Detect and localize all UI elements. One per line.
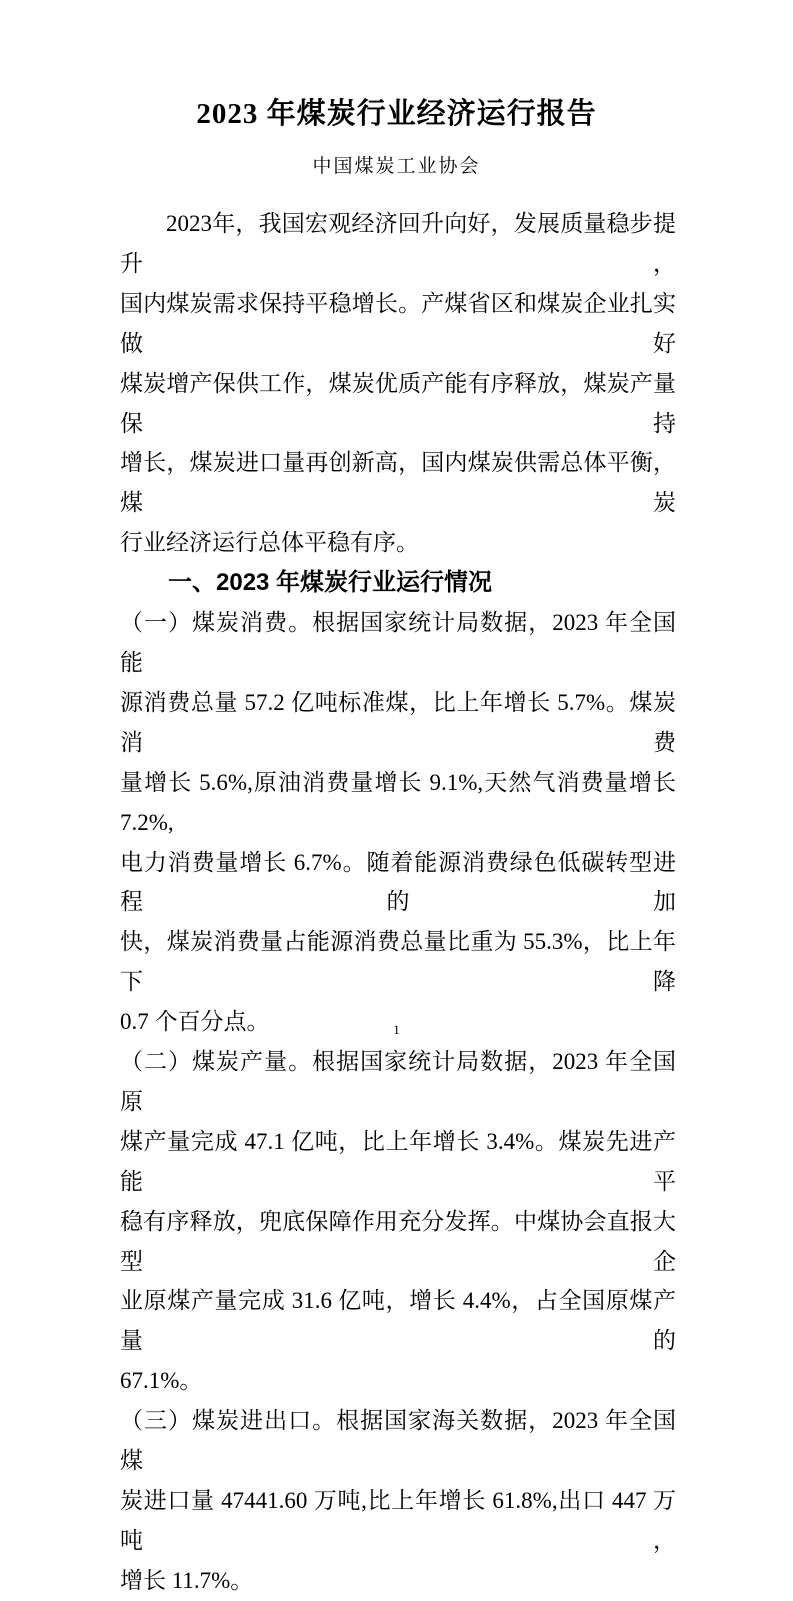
paragraph-line: 源消费总量 57.2 亿吨标准煤，比上年增长 5.7%。煤炭消费 [120,689,676,755]
paragraph-line: 67.1%。 [120,1368,203,1394]
paragraph-line: 快，煤炭消费量占能源消费总量比重为 55.3%，比上年下降 [120,929,676,995]
paragraph-line: 业原煤产量完成 31.6 亿吨，增长 4.4%，占全国原煤产量的 [120,1288,676,1354]
para-coal-consumption [120,603,676,1042]
para-coal-production [120,1042,676,1401]
page-number: 1 [393,1022,400,1037]
paragraph-line: 0.7 个百分点。 [120,1009,270,1035]
paragraph-line: （一）煤炭消费。根据国家统计局数据，2023 年全国能 [120,610,676,675]
paragraph-line: 煤炭增产保供工作，煤炭优质产能有序释放，煤炭产量保持 [120,370,676,436]
paragraph-line: 煤产量完成 47.1 亿吨，比上年增长 3.4%。煤炭先进产能平 [120,1128,676,1194]
paragraph-line: 量增长 5.6%,原油消费量增长 9.1%,天然气消费量增长 7.2%, [120,769,676,835]
section-1-heading: 一、2023 年煤炭行业运行情况 [168,569,493,597]
doc-subtitle: 中国煤炭工业协会 [312,156,481,177]
paragraph-line: （二）煤炭产量。根据国家统计局数据，2023 年全国原 [120,1049,676,1114]
paragraph-line: 电力消费量增长 6.7%。随着能源消费绿色低碳转型进程的加 [120,849,676,915]
paragraph-line: 炭进口量 47441.60 万吨,比上年增长 61.8%,出口 447 万吨， [120,1488,676,1553]
paragraph-line: 2023年，我国宏观经济回升向好，发展质量稳步提升， [120,211,676,276]
document-body [120,204,676,1601]
paragraph-line: （三）煤炭进出口。根据国家海关数据，2023 年全国煤 [120,1408,676,1474]
intro-paragraph [120,204,676,563]
paragraph-line: 增长，煤炭进口量再创新高，国内煤炭供需总体平衡，煤炭 [120,450,676,516]
paragraph-line: 增长 11.7%。 [120,1567,254,1593]
doc-title: 2023 年煤炭行业经济运行报告 [196,98,597,130]
paragraph-line: 国内煤炭需求保持平稳增长。产煤省区和煤炭企业扎实做好 [120,290,676,356]
paragraph-line: 稳有序释放，兜底保障作用充分发挥。中煤协会直报大型企 [120,1208,676,1274]
paragraph-line: 行业经济运行总体平稳有序。 [120,530,419,556]
para-coal-import-export [120,1401,676,1601]
